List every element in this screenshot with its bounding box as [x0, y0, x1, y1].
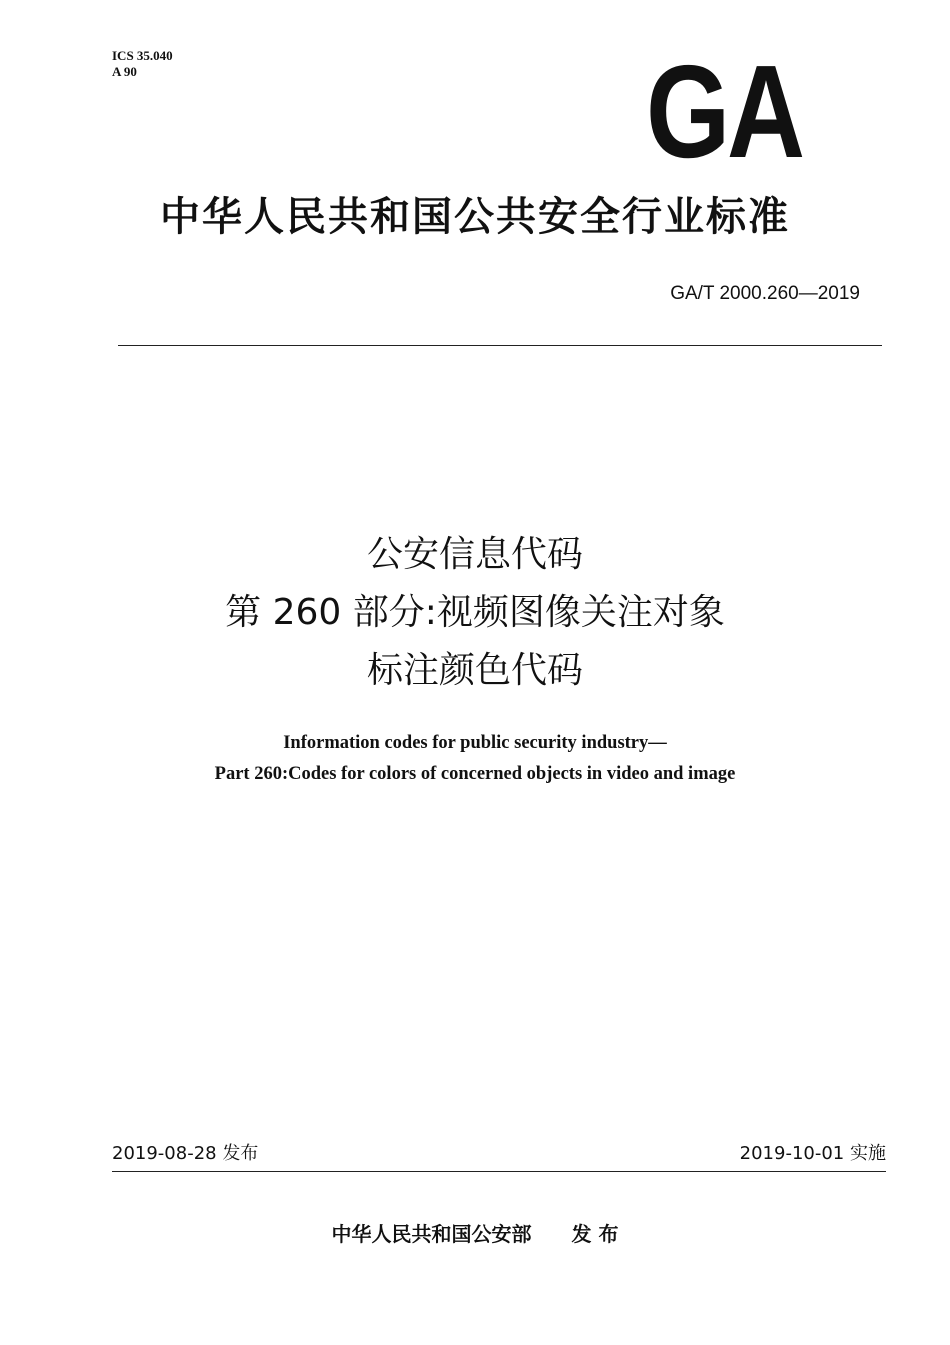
chinese-title-line-2: 第 260 部分:视频图像关注对象	[225, 592, 725, 633]
standard-code: GA/T 2000.260—2019	[670, 283, 860, 304]
english-title	[0, 728, 950, 790]
chinese-title-line-1: 公安信息代码	[366, 534, 583, 575]
issue-date: 2019-08-28 发布	[112, 1143, 259, 1164]
english-title-line-1: Information codes for public security industry—	[283, 733, 667, 753]
chinese-title	[0, 526, 950, 700]
national-standard-title: 中华人民共和国公共安全行业标准	[160, 194, 790, 240]
ics-code: ICS 35.040	[112, 48, 173, 63]
class-code: A 90	[112, 64, 137, 79]
issuer-line	[0, 1219, 950, 1249]
issuer-action: 发 布	[571, 1222, 619, 1246]
header-divider	[118, 345, 882, 346]
english-title-line-2: Part 260:Codes for colors of concerned objects in video and image	[214, 764, 736, 784]
issuer-name: 中华人民共和国公安部	[331, 1222, 532, 1246]
classification-codes	[112, 48, 173, 80]
implementation-date: 2019-10-01 实施	[739, 1143, 886, 1164]
footer-divider	[112, 1171, 886, 1172]
chinese-title-line-3: 标注颜色代码	[366, 650, 583, 691]
ga-logo: GA	[646, 38, 802, 185]
